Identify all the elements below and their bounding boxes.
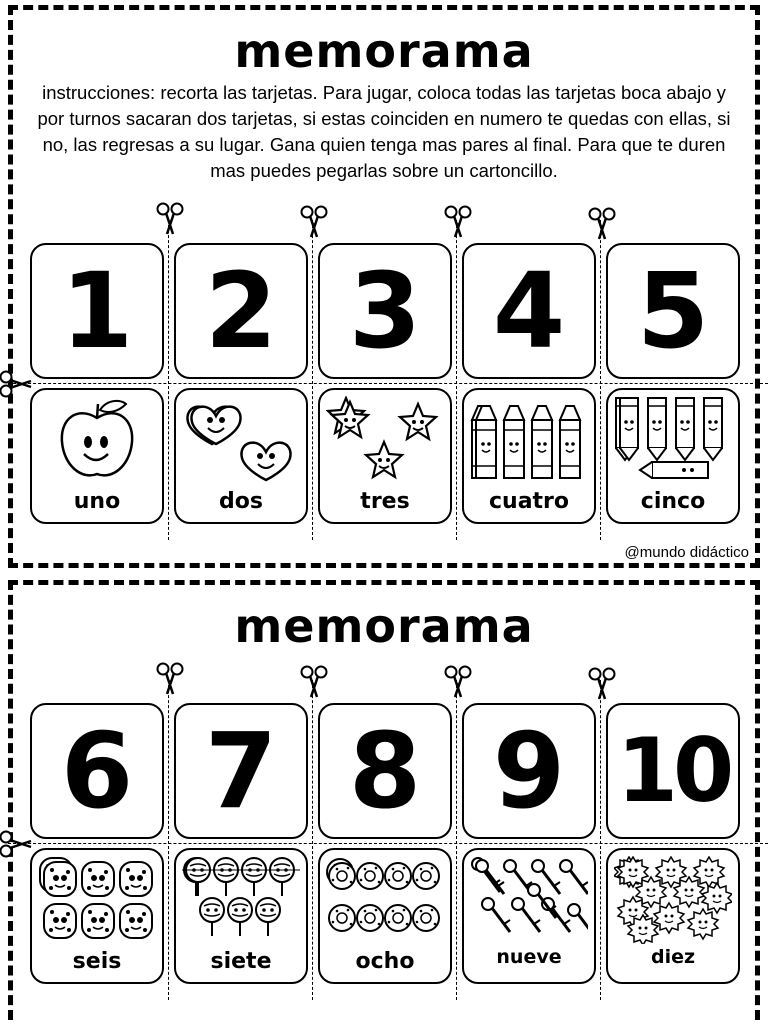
- number-card-5[interactable]: [606, 243, 740, 379]
- number-card-6[interactable]: [30, 703, 164, 839]
- picture-card-cinco[interactable]: [606, 388, 740, 524]
- heart-icon: [182, 396, 300, 484]
- cut-line: [600, 680, 601, 1000]
- card-word: tres: [360, 489, 410, 514]
- card-word: siete: [210, 949, 272, 974]
- cut-line: [600, 220, 601, 540]
- number-card-7[interactable]: [174, 703, 308, 839]
- scissors-icon: [587, 667, 617, 703]
- card-number: 4: [492, 250, 566, 372]
- scissors-icon: [0, 829, 35, 859]
- card-word: dos: [219, 489, 263, 514]
- card-word: uno: [73, 489, 121, 514]
- lollipop-icon: [182, 856, 300, 944]
- card-number: 8: [348, 710, 422, 832]
- picture-card-ocho[interactable]: [318, 848, 452, 984]
- picture-card-seis[interactable]: [30, 848, 164, 984]
- card-number: 6: [60, 710, 134, 832]
- picture-card-dos[interactable]: [174, 388, 308, 524]
- card-word: seis: [72, 949, 122, 974]
- instructions-text: instrucciones: recorta las tarjetas. Para jugar, coloca todas las tarjetas boca abajo y por turnos sacaran dos tarjetas, si estas coinciden en numero te quedas con ellas, si no, las regresas a su lugar. Gana quien tenga mas pares al final. Para que te duren mas puedes pegarlas sobre un cartoncillo.: [37, 82, 731, 181]
- crayon-icon: [470, 396, 588, 484]
- sheet-title: memorama: [234, 24, 534, 78]
- number-card-8[interactable]: [318, 703, 452, 839]
- card-number: 3: [348, 250, 422, 372]
- cut-line: [312, 220, 313, 540]
- credit-text: @mundo didáctico: [624, 544, 749, 561]
- sun-icon: [614, 856, 732, 944]
- star-icon: [326, 396, 444, 484]
- number-card-2[interactable]: [174, 243, 308, 379]
- number-card-1[interactable]: [30, 243, 164, 379]
- cut-line: [456, 220, 457, 540]
- card-word: cinco: [640, 489, 706, 514]
- cut-line: [8, 383, 768, 384]
- number-card-3[interactable]: [318, 243, 452, 379]
- picture-card-uno[interactable]: [30, 388, 164, 524]
- scissors-icon: [0, 369, 35, 399]
- picture-card-cuatro[interactable]: [462, 388, 596, 524]
- number-card-9[interactable]: [462, 703, 596, 839]
- cookie-icon: [38, 856, 156, 944]
- cut-line: [8, 843, 768, 844]
- cut-line: [456, 680, 457, 1000]
- picture-card-tres[interactable]: [318, 388, 452, 524]
- card-word: nueve: [496, 946, 562, 968]
- card-word: cuatro: [488, 489, 570, 514]
- card-number: 5: [636, 250, 710, 372]
- scissors-icon: [155, 662, 185, 698]
- card-word: diez: [650, 946, 696, 968]
- sheet-title: memorama: [234, 599, 534, 653]
- donut-icon: [326, 856, 444, 944]
- card-number: 7: [204, 710, 278, 832]
- scissors-icon: [443, 665, 473, 701]
- apple-icon: [38, 396, 156, 484]
- cut-line: [168, 680, 169, 1000]
- pencil-icon: [614, 396, 732, 484]
- scissors-icon: [299, 665, 329, 701]
- picture-card-diez[interactable]: [606, 848, 740, 984]
- scissors-icon: [587, 207, 617, 243]
- card-number: 2: [204, 250, 278, 372]
- card-word: ocho: [355, 949, 415, 974]
- picture-card-nueve[interactable]: [462, 848, 596, 984]
- picture-card-siete[interactable]: [174, 848, 308, 984]
- card-number: 1: [60, 250, 134, 372]
- scissors-icon: [443, 205, 473, 241]
- card-number: 9: [492, 710, 566, 832]
- scissors-icon: [155, 202, 185, 238]
- scissors-icon: [299, 205, 329, 241]
- cut-line: [312, 680, 313, 1000]
- number-card-4[interactable]: [462, 243, 596, 379]
- cut-line: [168, 220, 169, 540]
- number-card-10[interactable]: [606, 703, 740, 839]
- key-icon: [470, 856, 588, 944]
- card-number: 10: [616, 719, 730, 822]
